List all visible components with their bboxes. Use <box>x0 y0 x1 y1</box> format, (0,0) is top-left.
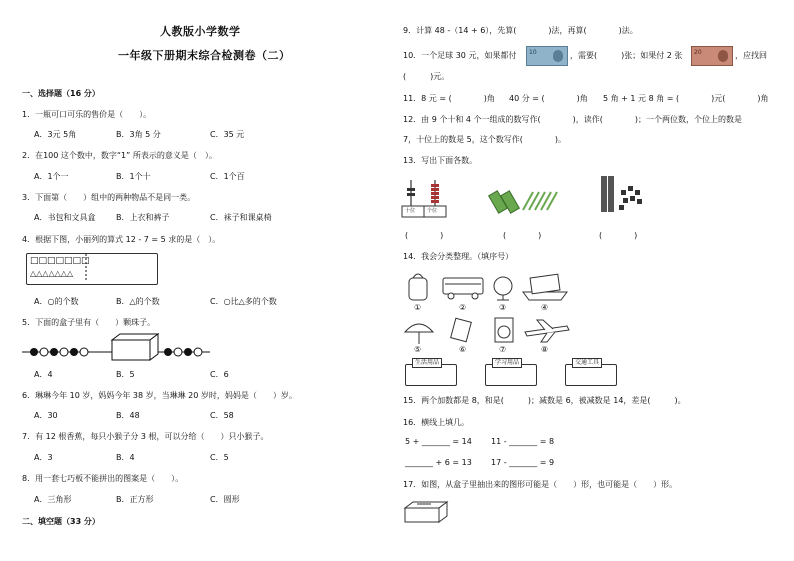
q1-option-b: B．3角 5 分 <box>116 130 161 139</box>
q10-text-d: ( )元。 <box>403 72 450 81</box>
q14-num-2: ② <box>459 303 467 312</box>
q3-option-a: A．书包和文具盒 <box>34 213 96 222</box>
q8-option-a: A．三角形 <box>34 495 72 504</box>
q14-num-3: ③ <box>499 303 507 312</box>
q11-part3: 5 角 + 1 元 8 角 = ( )元( )角 <box>603 94 769 103</box>
bead-white-3 <box>80 348 88 356</box>
q5-option-b: B．5 <box>116 370 135 379</box>
q16-item-3[interactable]: _______ + 6 = 13 <box>405 458 472 467</box>
q12-text: 12．由 9 个十和 4 个一组成的数写作( )，读作( )；一个两位数，个位上的数是 <box>403 115 743 124</box>
q9-text: 9．计算 48 -（14 + 6），先算( )法，再算( )法。 <box>403 26 638 35</box>
q5-bead-figure <box>0 0 1 1</box>
q5-stem: 5．下面的盒子里有（ ）颗珠子。 <box>22 318 156 327</box>
q2-option-c: C．1个百 <box>210 172 245 181</box>
q2-stem: 2．在100 这个数中，数字“1” 所表示的意义是（ ）。 <box>22 151 217 160</box>
q2-option-b: B．1个十 <box>116 172 151 181</box>
q4-squares: □□□□□□□ <box>30 256 90 266</box>
q7-option-c: C．5 <box>210 453 229 462</box>
category-label-study: 学习用品 <box>492 358 522 368</box>
q1-option-c: C．35 元 <box>210 130 245 139</box>
abacus-label-tens: 十位 <box>405 208 416 214</box>
category-label-transport: 交通工具 <box>572 358 602 368</box>
bead-black-4 <box>164 348 172 356</box>
q11-part2: 40 分 = ( )角 <box>509 94 588 103</box>
fan-icon <box>494 277 512 295</box>
q4-option-c: C．○比△多的个数 <box>210 297 277 306</box>
category-label-daily: 生活用品 <box>412 358 442 368</box>
box-front <box>112 340 150 360</box>
abacus-label-ones: 个位 <box>427 208 438 214</box>
q1-option-a: A．3元 5角 <box>34 130 77 139</box>
q14-num-5: ⑤ <box>414 345 422 354</box>
bead-black-5 <box>184 348 192 356</box>
book-icon <box>451 318 472 341</box>
q4-stem: 4．根据下图，小丽列的算式 12 - 7 = 5 求的是（ ）。 <box>22 235 221 244</box>
bead-white-1 <box>40 348 48 356</box>
page-title-line1: 人教版小学数学 <box>160 25 241 38</box>
q12-text-b: 7，十位上的数是 5，这个数写作( )。 <box>403 135 566 144</box>
q17-box-figure <box>397 0 398 1</box>
q3-stem: 3．下面第（ ）组中的两种物品不是同一类。 <box>22 193 196 202</box>
q14-num-8: ⑧ <box>541 345 549 354</box>
q4-option-a: A．○的个数 <box>34 297 79 306</box>
q13-answer-3: ( ) <box>599 231 638 240</box>
q4-triangles: △△△△△△△ <box>30 269 74 278</box>
q16-item-4[interactable]: 17 - _______ = 9 <box>491 458 555 467</box>
section2-heading: 二、填空题（33 分） <box>22 517 100 526</box>
q4-option-b: B．△的个数 <box>116 297 160 306</box>
bead-white-5 <box>194 348 202 356</box>
q6-option-a: A．30 <box>34 411 58 420</box>
banknote-20-icon: 20 <box>691 46 733 66</box>
q7-option-a: A．3 <box>34 453 53 462</box>
q7-stem: 7．有 12 根香蕉，每只小猴子分 3 根，可以分给（ ）只小猴子。 <box>22 432 269 441</box>
bus-icon <box>443 278 483 294</box>
umbrella-icon <box>405 324 433 332</box>
q13-answer-2: ( ) <box>503 231 542 240</box>
q8-stem: 8．用一套七巧板不能拼出的图案是（ ）。 <box>22 474 184 483</box>
page-title-line2: 一年级下册期末综合检测卷（二） <box>118 49 291 62</box>
q3-option-c: C．袜子和课桌椅 <box>210 213 272 222</box>
ship-icon <box>523 292 567 300</box>
q16-text: 16．横线上填几。 <box>403 418 470 427</box>
q8-option-b: B．正方形 <box>116 495 154 504</box>
q6-option-b: B．48 <box>116 411 140 420</box>
q17-text: 17．如图，从盒子里抽出来的图形可能是（ ）形，也可能是（ ）形。 <box>403 480 678 489</box>
q10-text-b: ，需要( )张；如果付 2 张 <box>570 51 683 60</box>
q15-text: 15．两个加数都是 8，和是( )；减数是 6，被减数是 14，差是( )。 <box>403 396 686 405</box>
bead-black-1 <box>30 348 38 356</box>
q14-num-1: ① <box>414 303 422 312</box>
section1-heading: 一、选择题（16 分） <box>22 89 100 98</box>
q13-answer-1: ( ) <box>405 231 444 240</box>
q2-option-a: A．1个一 <box>34 172 69 181</box>
q14-num-4: ④ <box>541 303 549 312</box>
bead-white-4 <box>174 348 182 356</box>
q10-text-c: ，应找回 <box>735 51 767 60</box>
bead-black-3 <box>70 348 78 356</box>
banknote-10-icon: 10 <box>526 46 568 66</box>
backpack-icon <box>409 278 427 300</box>
q10-text-a: 10．一个足球 30 元，如果都付 <box>403 51 517 60</box>
q16-item-1[interactable]: 5 + _______ = 14 <box>405 437 472 446</box>
q7-option-b: B．4 <box>116 453 135 462</box>
q11-part1: 11．8 元 = ( )角 <box>403 94 495 103</box>
q3-option-b: B．上衣和裤子 <box>116 213 170 222</box>
q14-num-7: ⑦ <box>499 345 507 354</box>
q5-option-a: A．4 <box>34 370 53 379</box>
q16-item-2[interactable]: 11 - _______ = 8 <box>491 437 555 446</box>
q1-stem: 1．一瓶可口可乐的售价是（ ）。 <box>22 110 152 119</box>
bead-white-2 <box>60 348 68 356</box>
q6-stem: 6．琳琳今年 10 岁，妈妈今年 38 岁，当琳琳 20 岁时，妈妈是（ ）岁。 <box>22 391 297 400</box>
q6-option-c: C．58 <box>210 411 234 420</box>
bead-black-2 <box>50 348 58 356</box>
q8-option-c: C．圆形 <box>210 495 240 504</box>
q13-text: 13．写出下面各数。 <box>403 156 478 165</box>
q5-option-c: C．6 <box>210 370 229 379</box>
q14-num-6: ⑥ <box>459 345 467 354</box>
q14-text: 14．我会分类整理。（填序号） <box>403 252 514 261</box>
